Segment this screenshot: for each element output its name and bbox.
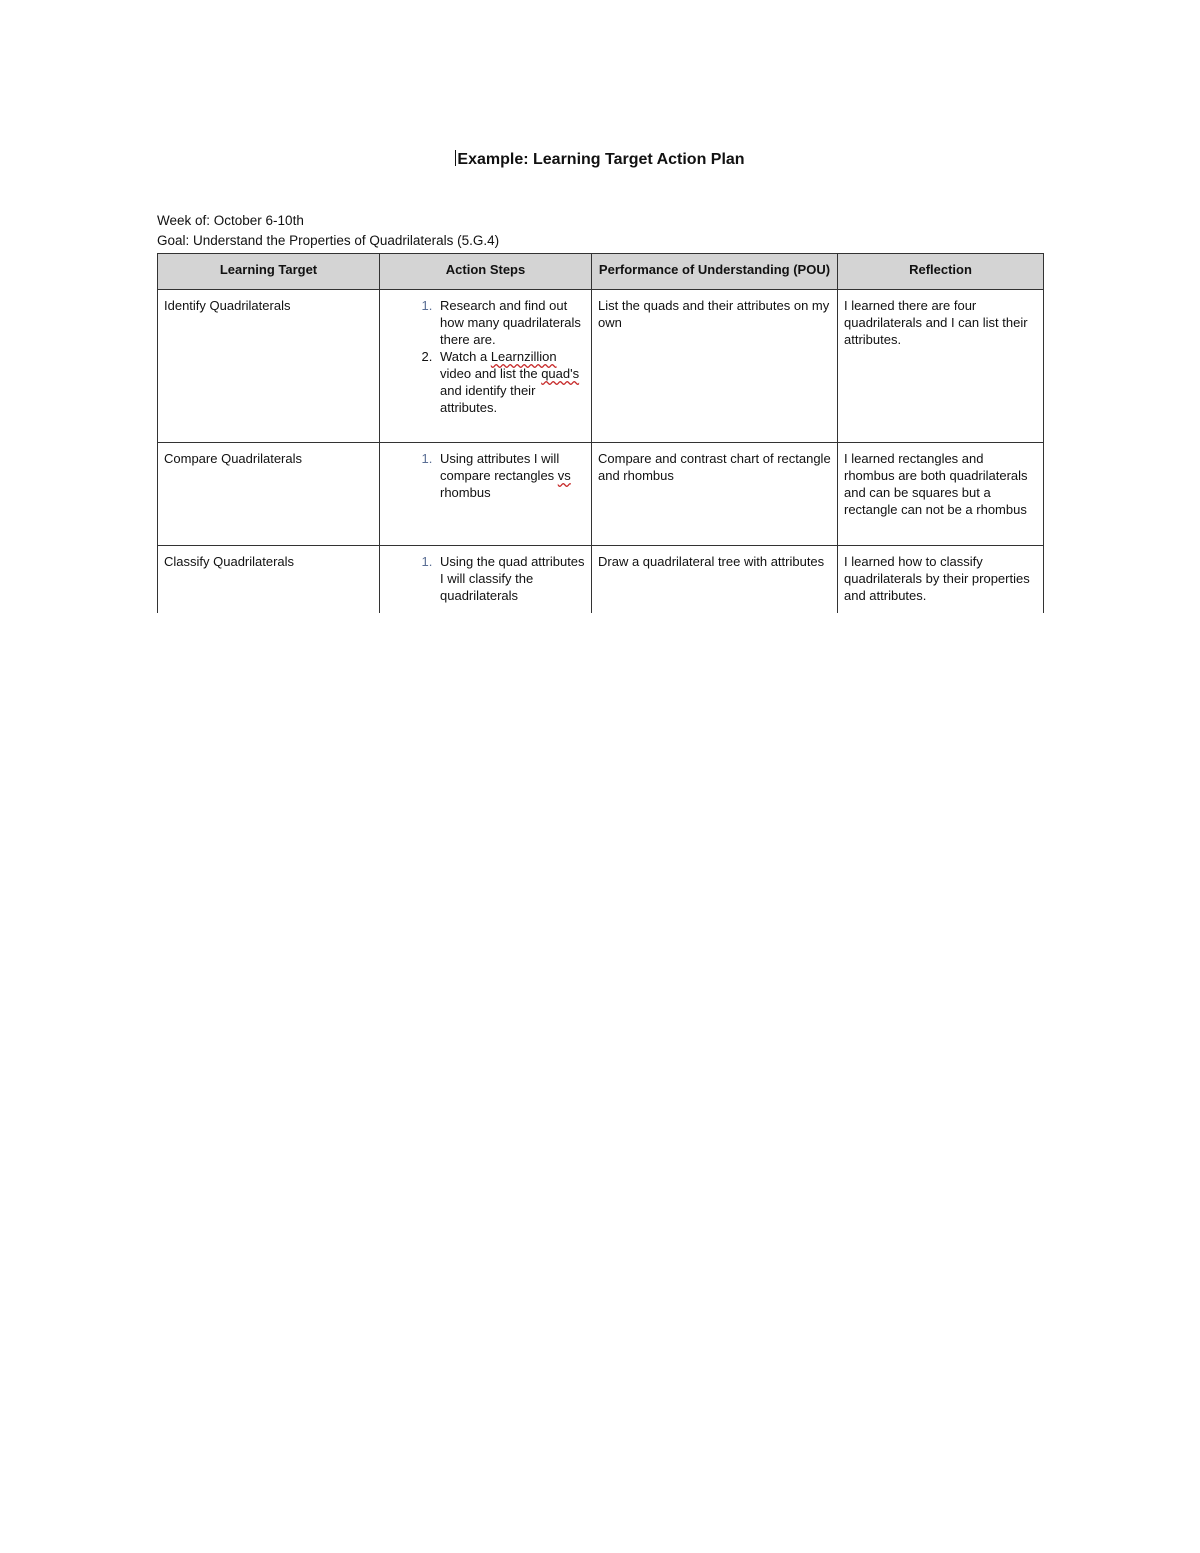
cell-reflection: I learned there are four quadrilaterals and I can list their attributes. — [838, 290, 1044, 443]
action-step: 1. Research and find out how many quadrilaterals there are. — [436, 297, 585, 348]
cell-pou: List the quads and their attributes on my own — [592, 290, 838, 443]
document-title — [0, 150, 1200, 169]
table-row — [158, 546, 1044, 614]
cell-reflection: I learned rectangles and rhombus are both quadrilaterals and can be squares but a rectangle can not be a rhombus — [838, 443, 1044, 546]
table-header-row — [158, 254, 1044, 290]
cell-pou: Draw a quadrilateral tree with attributes — [592, 546, 838, 614]
page-crop-edge — [150, 624, 1050, 634]
header-pou: Performance of Understanding (POU) — [592, 254, 838, 290]
cell-learning-target: Classify Quadrilaterals — [158, 546, 380, 614]
cell-action-steps — [380, 546, 592, 614]
header-learning-target: Learning Target — [158, 254, 380, 290]
action-step: 1. Using attributes I will compare rectangles vs rhombus — [436, 450, 585, 501]
cell-learning-target: Identify Quadrilaterals — [158, 290, 380, 443]
cell-pou: Compare and contrast chart of rectangle and rhombus — [592, 443, 838, 546]
action-step: 2. Watch a Learnzillion video and list the quad's and identify their attributes. — [436, 348, 585, 416]
cell-learning-target: Compare Quadrilaterals — [158, 443, 380, 546]
action-steps-list — [386, 553, 585, 604]
cell-action-steps — [380, 290, 592, 443]
table-row — [158, 443, 1044, 546]
spellcheck-word[interactable]: vs — [557, 468, 571, 483]
week-line: Week of: October 6-10th — [157, 213, 304, 228]
document-title-text: Example: Learning Target Action Plan — [457, 151, 745, 168]
table-row — [158, 290, 1044, 443]
goal-line: Goal: Understand the Properties of Quadrilaterals (5.G.4) — [157, 233, 500, 248]
cell-action-steps — [380, 443, 592, 546]
action-step: 1. Using the quad attributes I will classify the quadrilaterals — [436, 553, 585, 604]
header-action-steps: Action Steps — [380, 254, 592, 290]
cell-reflection: I learned how to classify quadrilaterals by their properties and attributes. — [838, 546, 1044, 614]
action-steps-list — [386, 297, 585, 416]
action-steps-list — [386, 450, 585, 501]
spellcheck-word[interactable]: quad's — [541, 366, 580, 381]
header-reflection: Reflection — [838, 254, 1044, 290]
action-plan-table — [157, 253, 1044, 613]
spellcheck-word[interactable]: Learnzillion — [490, 349, 557, 364]
